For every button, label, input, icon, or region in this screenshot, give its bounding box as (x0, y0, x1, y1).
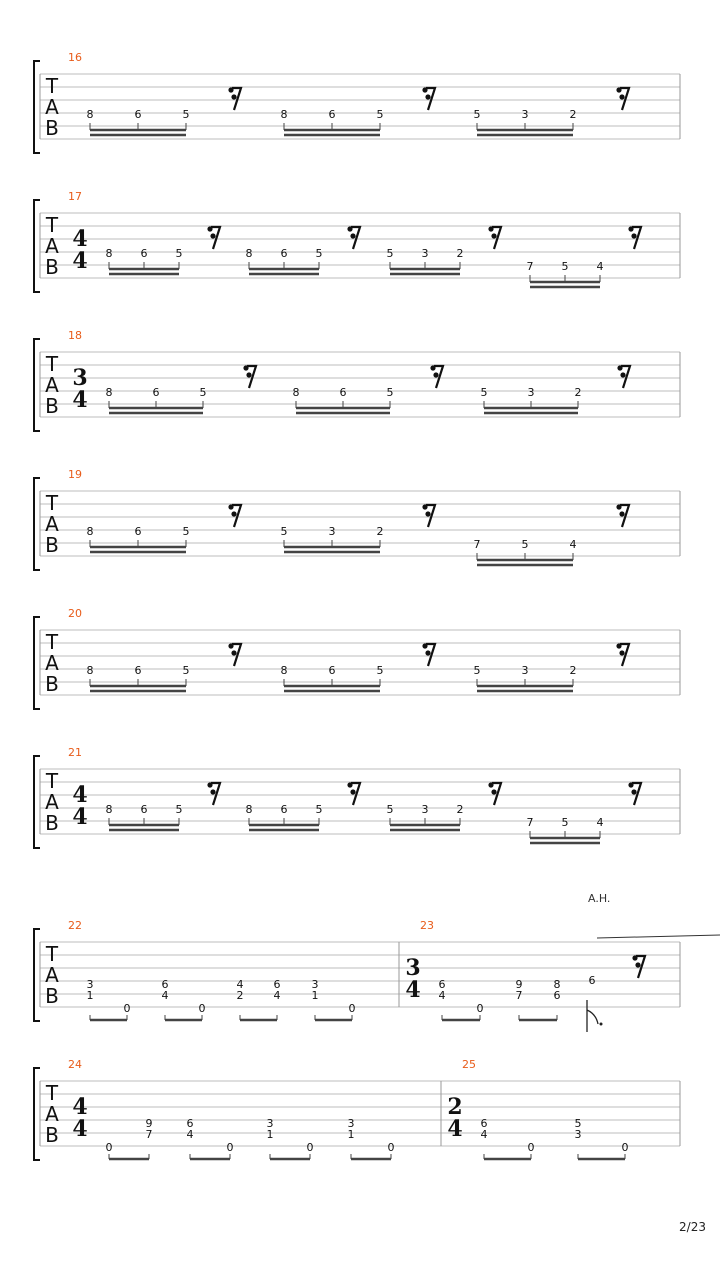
system-bracket (34, 929, 40, 1021)
fret-number: 6 (140, 247, 148, 260)
sixteenth-rest-icon (347, 782, 360, 805)
fret-number: 8 (245, 247, 253, 260)
fret-number: 6 (438, 978, 446, 991)
fret-number: 3 (328, 525, 336, 538)
fret-number: 5 (574, 1117, 582, 1130)
system-bracket (34, 1068, 40, 1160)
tab-system (34, 468, 680, 570)
tab-clef-letter: T (45, 942, 59, 966)
fret-number: 1 (311, 989, 319, 1002)
fret-number: 5 (386, 247, 394, 260)
fret-number: 5 (182, 664, 190, 677)
fret-number: 6 (339, 386, 347, 399)
fret-number: 5 (315, 803, 323, 816)
measure-number: 20 (68, 607, 82, 620)
artificial-harmonic-label: A.H. (588, 892, 611, 905)
measure-number: 23 (420, 919, 434, 932)
fret-number: 3 (347, 1117, 355, 1130)
eighth-note-flag-icon (587, 1000, 598, 1032)
fret-number: 7 (473, 538, 481, 551)
fret-number: 8 (86, 525, 94, 538)
fret-number: 5 (521, 538, 529, 551)
measure-number: 24 (68, 1058, 82, 1071)
fret-number: 3 (421, 247, 429, 260)
sixteenth-rest-icon (616, 87, 629, 110)
fret-number: 4 (569, 538, 577, 551)
fret-number: 6 (134, 525, 142, 538)
fret-number: 6 (140, 803, 148, 816)
tab-clef-letter: B (45, 116, 59, 140)
fret-number: 5 (473, 664, 481, 677)
fret-number: 7 (515, 989, 523, 1002)
tab-system (34, 892, 720, 1032)
tab-clef-letter: T (45, 630, 59, 654)
fret-number: 3 (574, 1128, 582, 1141)
tab-clef-letter: T (45, 769, 59, 793)
fret-number: 8 (86, 664, 94, 677)
fret-number: 2 (574, 386, 582, 399)
fret-number: 5 (473, 108, 481, 121)
fret-number: 1 (86, 989, 94, 1002)
fret-number: 6 (480, 1117, 488, 1130)
fret-number: 2 (456, 247, 464, 260)
fret-number: 4 (161, 989, 169, 1002)
measure-number: 22 (68, 919, 82, 932)
tab-clef-letter: T (45, 491, 59, 515)
fret-number: 4 (273, 989, 281, 1002)
harmonic-fret-number: 6 (588, 974, 596, 987)
fret-number: 6 (134, 664, 142, 677)
sixteenth-rest-icon (488, 226, 501, 249)
fret-number: 0 (226, 1141, 234, 1154)
sixteenth-rest-icon (430, 365, 443, 388)
page-number: 2/23 (679, 1220, 706, 1234)
fret-number: 0 (527, 1141, 535, 1154)
fret-number: 6 (152, 386, 160, 399)
tab-clef-letter: A (45, 373, 59, 397)
tab-clef-letter: B (45, 811, 59, 835)
fret-number: 4 (596, 260, 604, 273)
tab-system (34, 51, 680, 153)
fret-number: 0 (387, 1141, 395, 1154)
system-bracket (34, 756, 40, 848)
time-signature-top: 4 (72, 782, 88, 808)
fret-number: 8 (86, 108, 94, 121)
sixteenth-rest-icon (632, 955, 645, 978)
fret-number: 0 (621, 1141, 629, 1154)
fret-number: 3 (86, 978, 94, 991)
tab-system (34, 1058, 680, 1160)
measure-number: 18 (68, 329, 82, 342)
fret-number: 1 (266, 1128, 274, 1141)
tab-clef-letter: T (45, 352, 59, 376)
fret-number: 8 (280, 108, 288, 121)
fret-number: 0 (105, 1141, 113, 1154)
time-signature-bottom: 4 (447, 1116, 463, 1142)
time-signature-bottom: 4 (405, 977, 421, 1003)
fret-number: 5 (315, 247, 323, 260)
fret-number: 4 (186, 1128, 194, 1141)
tab-clef-letter: A (45, 1102, 59, 1126)
fret-number: 0 (348, 1002, 356, 1015)
sixteenth-rest-icon (228, 87, 241, 110)
tab-clef-letter: T (45, 213, 59, 237)
tab-clef-letter: A (45, 512, 59, 536)
sixteenth-rest-icon (628, 782, 641, 805)
sixteenth-rest-icon (616, 643, 629, 666)
tab-clef-letter: T (45, 74, 59, 98)
fret-number: 3 (266, 1117, 274, 1130)
sixteenth-rest-icon (616, 504, 629, 527)
sixteenth-rest-icon (422, 643, 435, 666)
measure-number: 17 (68, 190, 82, 203)
tab-clef-letter: B (45, 984, 59, 1008)
harmonic-line (597, 935, 720, 938)
measure-number: 21 (68, 746, 82, 759)
fret-number: 5 (280, 525, 288, 538)
tab-clef-letter: B (45, 1123, 59, 1147)
tab-clef-letter: B (45, 394, 59, 418)
sixteenth-rest-icon (228, 504, 241, 527)
time-signature-bottom: 4 (72, 1116, 88, 1142)
fret-number: 7 (526, 816, 534, 829)
fret-number: 2 (456, 803, 464, 816)
tab-system (34, 329, 680, 431)
fret-number: 8 (280, 664, 288, 677)
fret-number: 6 (553, 989, 561, 1002)
fret-number: 4 (480, 1128, 488, 1141)
fret-number: 4 (438, 989, 446, 1002)
fret-number: 9 (145, 1117, 153, 1130)
sixteenth-rest-icon (207, 226, 220, 249)
tab-clef-letter: A (45, 790, 59, 814)
system-bracket (34, 61, 40, 153)
fret-number: 4 (596, 816, 604, 829)
time-signature-top: 4 (72, 226, 88, 252)
system-bracket (34, 339, 40, 431)
tab-clef-letter: A (45, 963, 59, 987)
time-signature-top: 3 (72, 365, 88, 391)
time-signature-bottom: 4 (72, 387, 88, 413)
time-signature-top: 3 (405, 955, 421, 981)
fret-number: 3 (521, 664, 529, 677)
fret-number: 8 (553, 978, 561, 991)
fret-number: 5 (175, 247, 183, 260)
fret-number: 8 (105, 386, 113, 399)
time-signature-bottom: 4 (72, 248, 88, 274)
time-signature-top: 2 (447, 1094, 463, 1120)
fret-number: 6 (280, 247, 288, 260)
time-signature-bottom: 4 (72, 804, 88, 830)
tab-clef-letter: T (45, 1081, 59, 1105)
sixteenth-rest-icon (617, 365, 630, 388)
fret-number: 3 (311, 978, 319, 991)
fret-number: 6 (161, 978, 169, 991)
fret-number: 5 (376, 108, 384, 121)
sixteenth-rest-icon (243, 365, 256, 388)
fret-number: 9 (515, 978, 523, 991)
system-bracket (34, 200, 40, 292)
tab-clef-letter: B (45, 255, 59, 279)
fret-number: 3 (521, 108, 529, 121)
tab-system (34, 607, 680, 709)
fret-number: 7 (145, 1128, 153, 1141)
sixteenth-rest-icon (422, 504, 435, 527)
fret-number: 0 (123, 1002, 131, 1015)
fret-number: 8 (105, 803, 113, 816)
time-signature-top: 4 (72, 1094, 88, 1120)
system-bracket (34, 478, 40, 570)
sixteenth-rest-icon (347, 226, 360, 249)
fret-number: 6 (328, 108, 336, 121)
fret-number: 8 (105, 247, 113, 260)
fret-number: 5 (376, 664, 384, 677)
fret-number: 7 (526, 260, 534, 273)
fret-number: 0 (306, 1141, 314, 1154)
tab-clef-letter: B (45, 533, 59, 557)
tab-clef-letter: A (45, 651, 59, 675)
sixteenth-rest-icon (488, 782, 501, 805)
fret-number: 2 (569, 108, 577, 121)
fret-number: 0 (198, 1002, 206, 1015)
fret-number: 0 (476, 1002, 484, 1015)
sixteenth-rest-icon (628, 226, 641, 249)
fret-number: 8 (245, 803, 253, 816)
fret-number: 5 (561, 816, 569, 829)
tab-system (34, 746, 680, 848)
dot-icon (600, 1023, 603, 1026)
tab-clef-letter: B (45, 672, 59, 696)
fret-number: 3 (527, 386, 535, 399)
fret-number: 5 (386, 386, 394, 399)
fret-number: 5 (182, 108, 190, 121)
tab-clef-letter: A (45, 95, 59, 119)
fret-number: 5 (480, 386, 488, 399)
fret-number: 1 (347, 1128, 355, 1141)
sixteenth-rest-icon (228, 643, 241, 666)
fret-number: 2 (376, 525, 384, 538)
tab-system (34, 190, 680, 292)
fret-number: 4 (236, 978, 244, 991)
sixteenth-rest-icon (207, 782, 220, 805)
measure-number: 16 (68, 51, 82, 64)
fret-number: 5 (182, 525, 190, 538)
system-bracket (34, 617, 40, 709)
fret-number: 2 (236, 989, 244, 1002)
fret-number: 8 (292, 386, 300, 399)
fret-number: 6 (186, 1117, 194, 1130)
fret-number: 5 (561, 260, 569, 273)
fret-number: 6 (280, 803, 288, 816)
measure-number: 25 (462, 1058, 476, 1071)
fret-number: 5 (386, 803, 394, 816)
measure-number: 19 (68, 468, 82, 481)
fret-number: 5 (199, 386, 207, 399)
sixteenth-rest-icon (422, 87, 435, 110)
tab-clef-letter: A (45, 234, 59, 258)
fret-number: 3 (421, 803, 429, 816)
fret-number: 5 (175, 803, 183, 816)
fret-number: 2 (569, 664, 577, 677)
fret-number: 6 (134, 108, 142, 121)
fret-number: 6 (273, 978, 281, 991)
fret-number: 6 (328, 664, 336, 677)
